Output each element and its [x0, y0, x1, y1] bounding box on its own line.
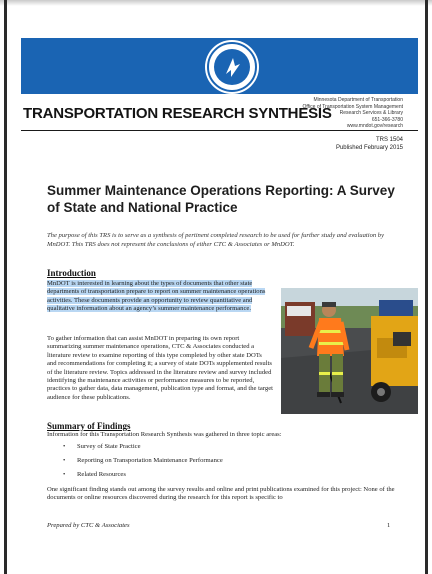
org-line: Research Services & Library — [339, 110, 403, 116]
summary-heading: Summary of Findings — [47, 421, 131, 431]
minnesota-dot-seal-icon — [207, 42, 257, 92]
series-title: TRANSPORTATION RESEARCH SYNTHESIS — [23, 105, 332, 122]
page-number: 1 — [387, 522, 391, 529]
prepared-by-footer: Prepared by CTC & Associates — [47, 522, 130, 529]
abstract-text: The purpose of this TRS is to serve as a synthesis of pertinent completed research to be used for further study and evaluation by MnDOT. This TRS does not represent the conclusions of either CTC & Associates or MnDOT. — [47, 232, 385, 248]
document-page — [7, 0, 425, 574]
selected-text-highlight[interactable]: MnDOT is interested in learning about the types of documents that other state departments of transportation prepare to report on summer maintenance operations activities. These documents provide an opportunity to review quantitative and qualitative information about an agency’s summer maintenance performance. — [47, 280, 266, 313]
road-worker-photo — [281, 288, 418, 414]
org-line: Office of Transportation System Management — [302, 103, 403, 110]
introduction-paragraph-2: To gather information that can assist MnDOT in preparing its own report summarizing summer maintenance operations, CTC & Associates conducted a literature review to examine reporting of this type completed by other state DOTs and recommendations for completing it; a survey of state DOTs supplemented results of the literature review. Topics addressed in the literature review and survey included identifying the maintenance activities or performance measures to be reported, practices to gather data, data management, publication type and format, and the target audience for these publications. — [47, 335, 273, 401]
publication-date: Published February 2015 — [335, 144, 403, 151]
header-divider — [21, 130, 418, 131]
summary-paragraph-2: One significant finding stands out among the survey results and online and print publications examined for this project: None of the documents or online resources discovered during the research for this report is specific to — [47, 486, 395, 502]
org-phone: 651-366-3780 — [371, 116, 403, 123]
document-title: Summer Maintenance Operations Reporting: A Survey of State and National Practice — [47, 183, 395, 215]
org-website-link[interactable]: www.mndot.gov/research — [346, 123, 403, 129]
org-line: Minnesota Department of Transportation — [313, 97, 403, 103]
introduction-heading: Introduction — [47, 268, 96, 278]
header-banner — [21, 38, 418, 94]
topic-list — [63, 443, 223, 485]
summary-intro-text: Information for this Transportation Research Synthesis was gathered in three topic areas: — [47, 431, 282, 438]
trs-number: TRS 1504 — [375, 137, 403, 143]
publication-info — [336, 137, 403, 152]
viewer-border-right — [425, 0, 428, 574]
introduction-paragraph-1[interactable] — [47, 280, 273, 314]
list-item: • Related Resources — [63, 471, 223, 485]
list-item: • Reporting on Transportation Maintenance Performance — [63, 457, 223, 471]
list-item: • Survey of State Practice — [63, 443, 223, 457]
organization-info — [302, 97, 403, 130]
